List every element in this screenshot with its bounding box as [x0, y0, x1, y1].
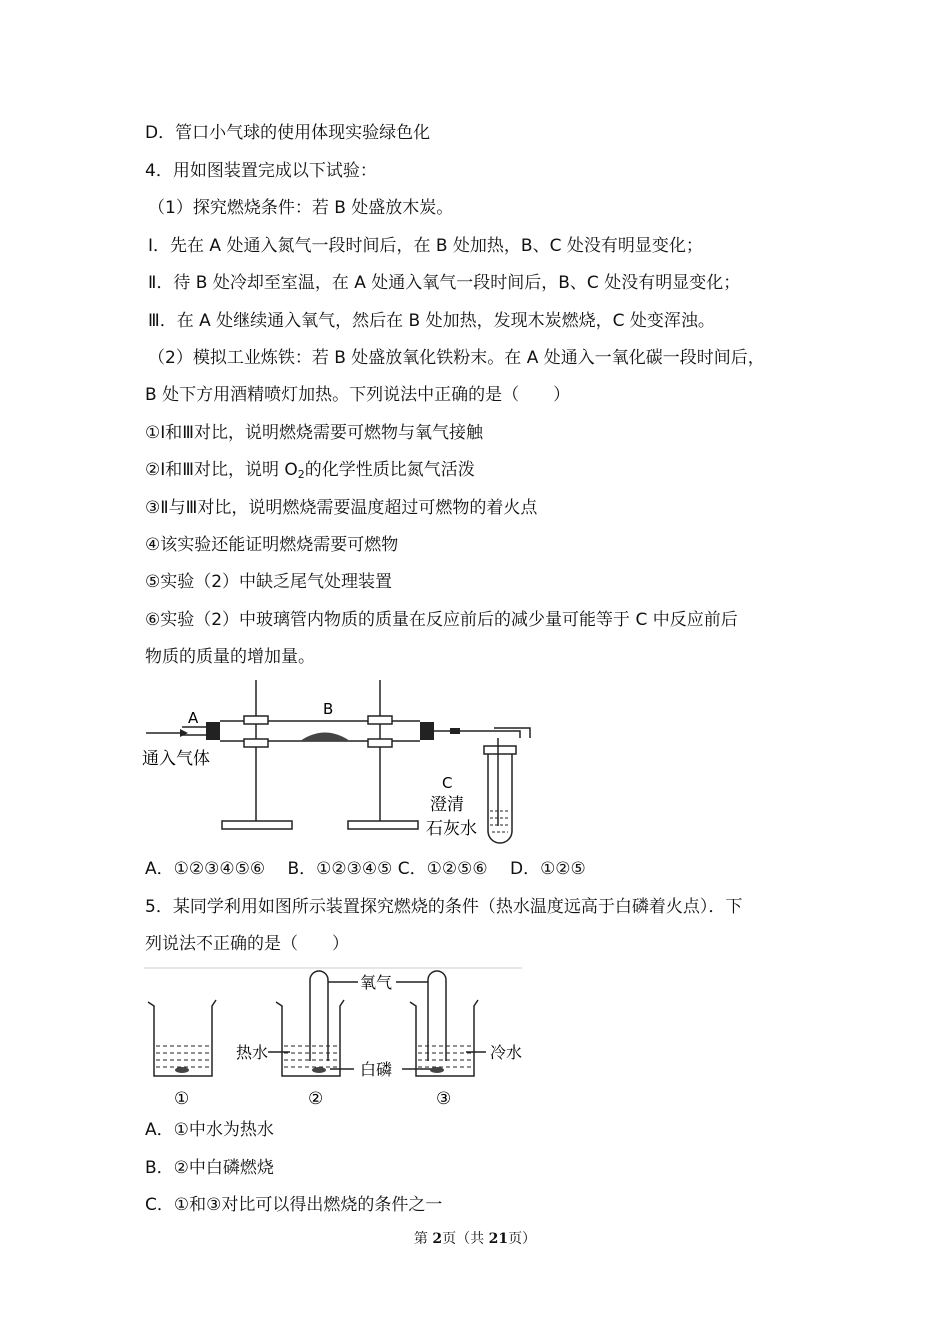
q5-beakers-figure	[140, 966, 530, 1112]
label-b: B	[323, 700, 334, 718]
q4-statement-6b: 物质的质量的增加量。	[145, 647, 315, 667]
beaker-3-number: ③	[436, 1089, 452, 1109]
q3-option-d: D．管口小气球的使用体现实验绿色化	[145, 123, 431, 143]
q4-part1: （1）探究燃烧条件：若 B 处盛放木炭。	[148, 198, 454, 218]
gas-inlet-label: 通入气体	[142, 749, 210, 769]
q4-step3: Ⅲ．在 A 处继续通入氧气，然后在 B 处加热，发现木炭燃烧，C 处变浑浊。	[148, 311, 715, 331]
oxygen-label: 氧气	[360, 973, 393, 992]
q4-statement-4: ④该实验还能证明燃烧需要可燃物	[145, 535, 399, 555]
q4-step2: Ⅱ．待 B 处冷却至室温，在 A 处通入氧气一段时间后，B、C 处没有明显变化；	[148, 273, 741, 293]
page-footer: 第 2页（共 21页）	[413, 1231, 537, 1247]
q5-option-c: C．①和③对比可以得出燃烧的条件之一	[145, 1195, 443, 1215]
q4-statement-6a: ⑥实验（2）中玻璃管内物质的质量在反应前后的减少量可能等于 C 中反应前后	[145, 610, 738, 630]
q4-statement-5: ⑤实验（2）中缺乏尾气处理装置	[145, 572, 393, 592]
q5-stem-line1: 5．某同学利用如图所示装置探究燃烧的条件（热水温度远高于白磷着火点）．下	[145, 897, 743, 917]
beaker-2-number: ②	[308, 1089, 324, 1109]
q5-stem-line2: 列说法不正确的是（ ）	[145, 934, 349, 954]
q5-option-b: B．②中白磷燃烧	[145, 1158, 274, 1178]
cold-water-label: 冷水	[490, 1043, 523, 1062]
limewater-label-1: 澄清	[430, 795, 464, 815]
hot-water-label: 热水	[236, 1043, 269, 1062]
limewater-label-2: 石灰水	[426, 819, 477, 839]
label-c: C	[442, 774, 453, 792]
q4-step1: Ⅰ．先在 A 处通入氮气一段时间后，在 B 处加热，B、C 处没有明显变化；	[148, 236, 703, 256]
q4-part2-line2: B 处下方用酒精喷灯加热。下列说法中正确的是（ ）	[145, 385, 571, 405]
q4-statement-3: ③Ⅱ与Ⅲ对比，说明燃烧需要温度超过可燃物的着火点	[145, 498, 538, 518]
q4-apparatus-figure	[140, 676, 540, 846]
q4-answer-options: A．①②③④⑤⑥ B．①②③④⑤ C．①②⑤⑥ D．①②⑤	[145, 859, 586, 879]
q4-stem: 4．用如图装置完成以下试验：	[145, 161, 377, 181]
white-phosphorus-label: 白磷	[360, 1060, 393, 1079]
label-a: A	[188, 709, 199, 727]
beaker-1-number: ①	[174, 1089, 190, 1109]
q4-statement-2: ②Ⅰ和Ⅲ对比，说明 $O_2$的化学性质比氮气活泼	[145, 460, 475, 481]
q4-statement-1: ①Ⅰ和Ⅲ对比，说明燃烧需要可燃物与氧气接触	[145, 423, 483, 443]
q5-option-a: A．①中水为热水	[145, 1120, 274, 1140]
q4-part2-line1: （2）模拟工业炼铁：若 B 处盛放氧化铁粉末。在 A 处通入一氧化碳一段时间后，	[148, 348, 765, 368]
